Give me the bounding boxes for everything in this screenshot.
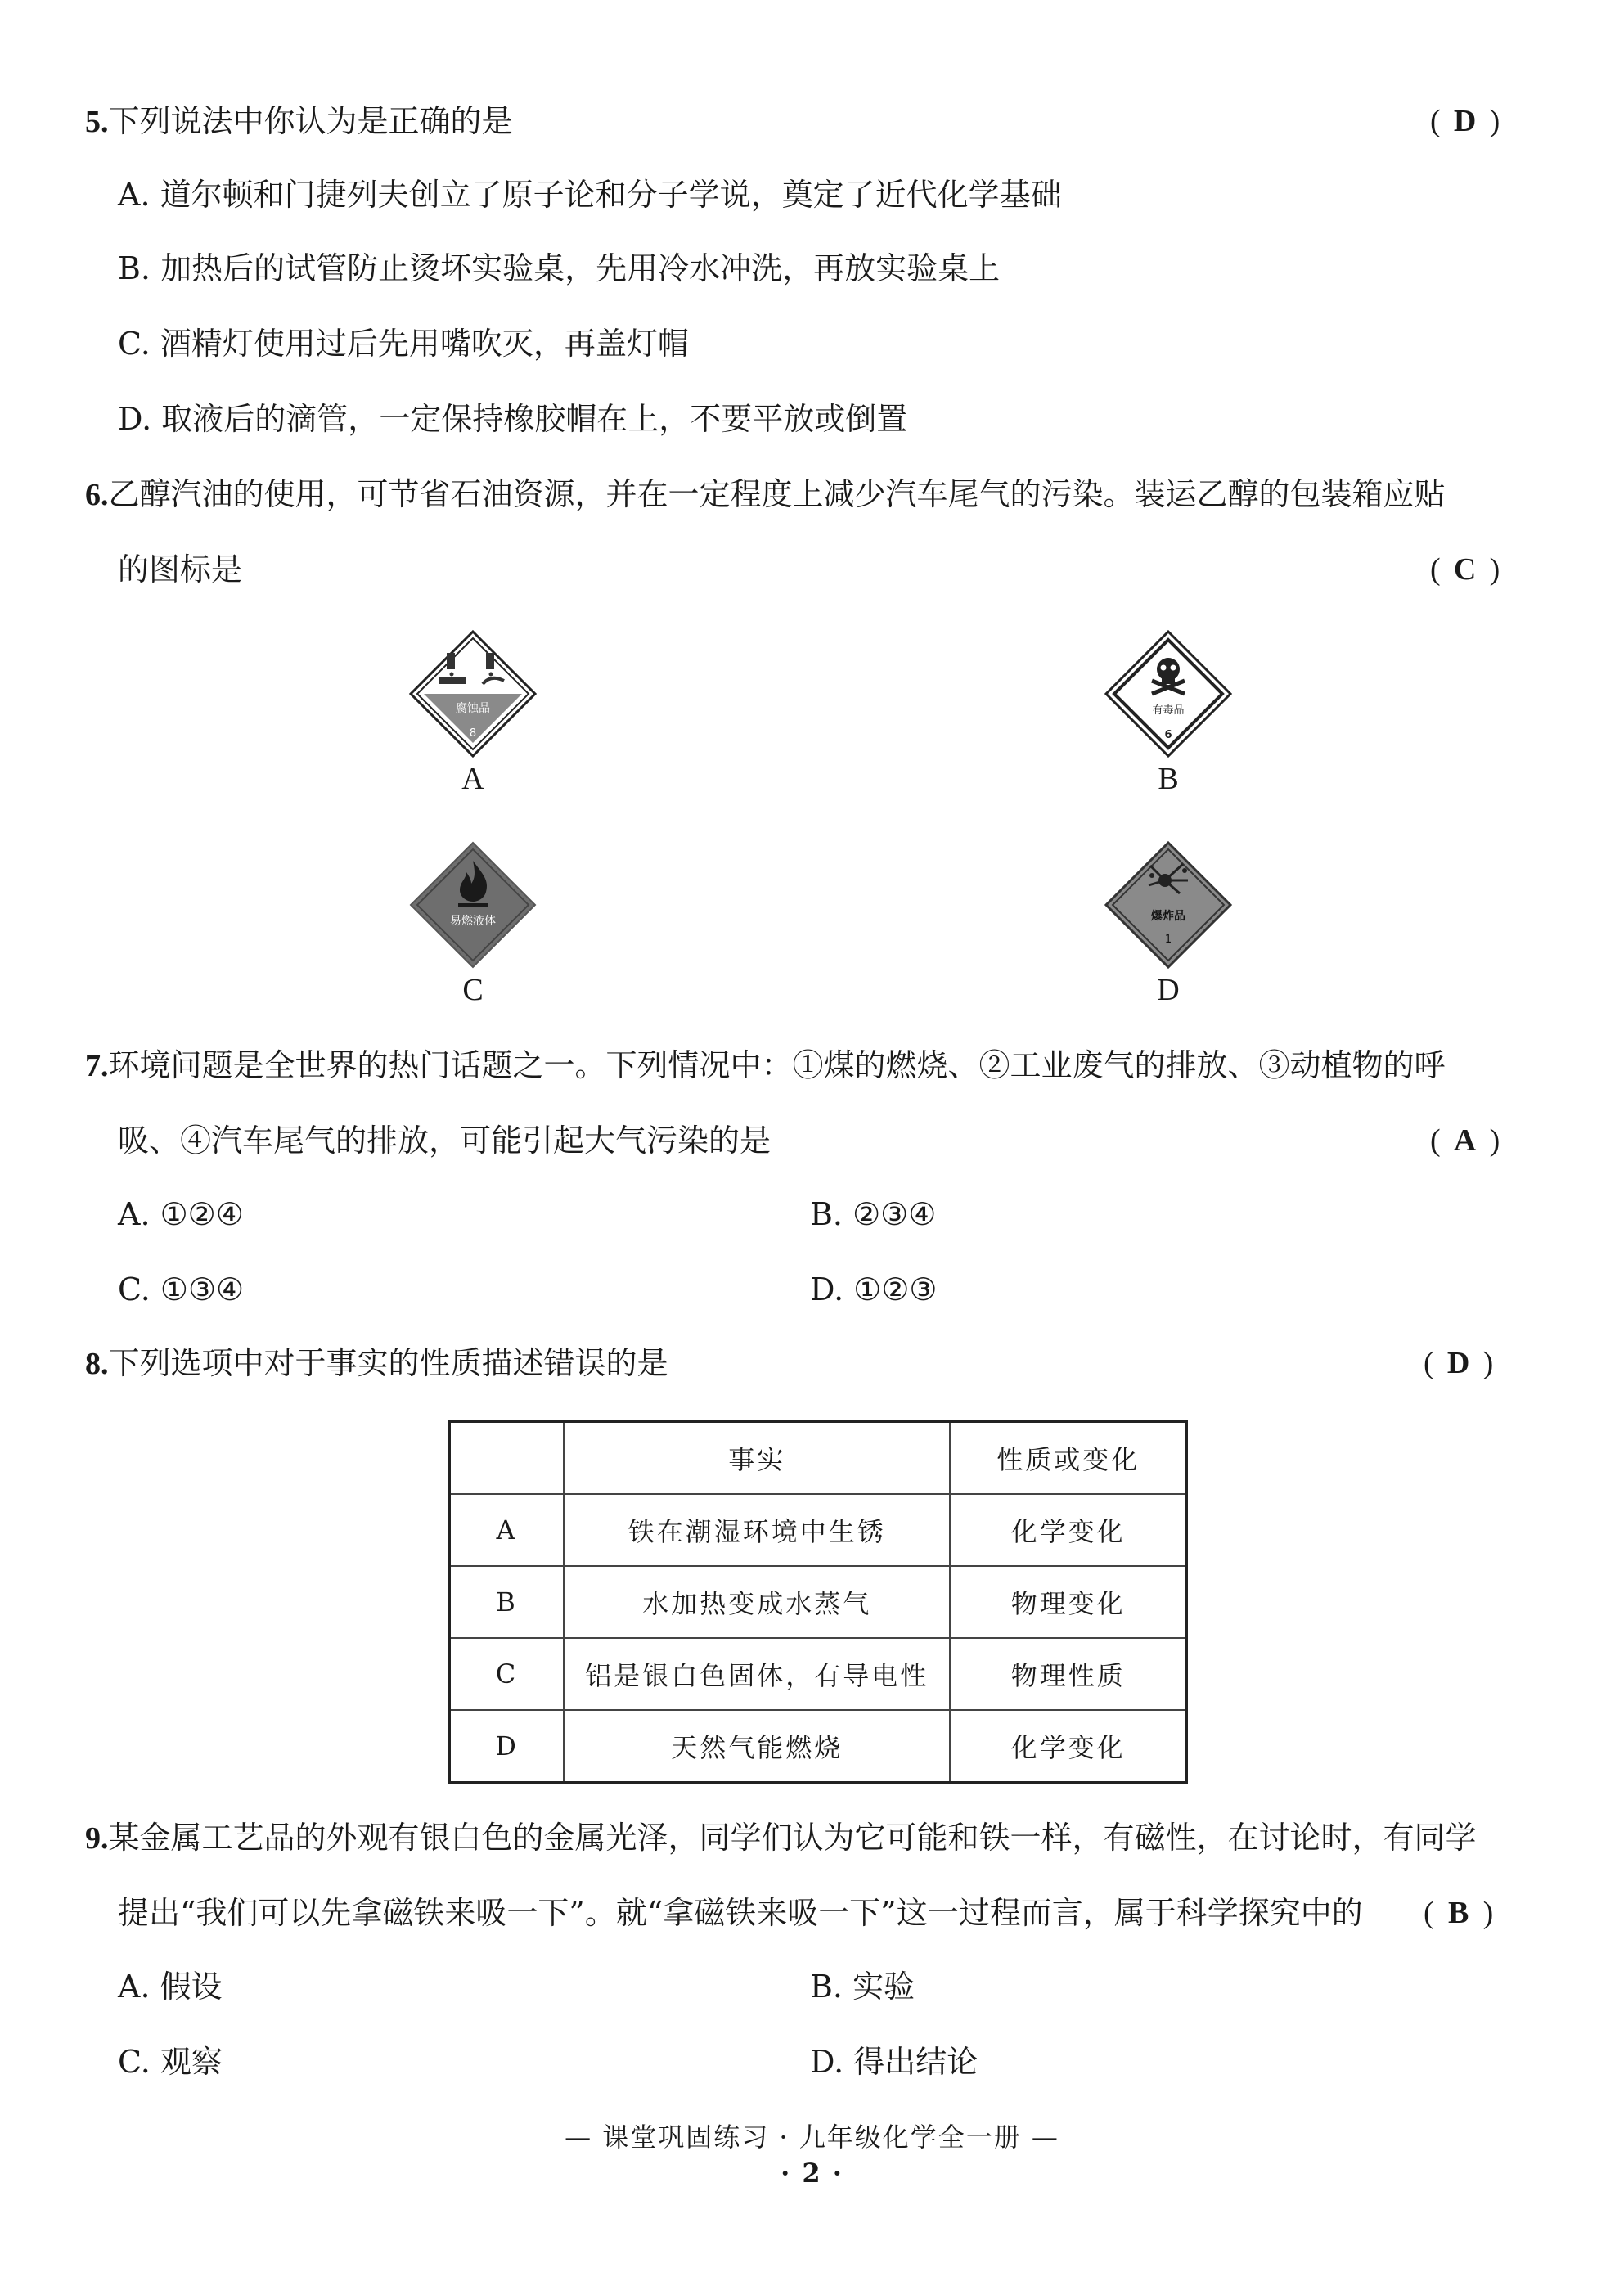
q9-answer: B	[1447, 1896, 1469, 1930]
q9-option-c: C. 观察	[118, 2044, 223, 2080]
table-cell: C	[450, 1638, 565, 1710]
q5-answer: D	[1453, 104, 1477, 138]
table-cell: 化学变化	[950, 1494, 1186, 1566]
facts-table	[448, 1420, 1188, 1784]
q7-option-c: C. ①③④	[118, 1271, 245, 1307]
q7-option-a: A. ①②④	[118, 1196, 244, 1232]
q5-option-b: B. 加热后的试管防止烫坏实验桌，先用冷水冲洗，再放实验桌上	[118, 250, 1001, 286]
footer-title: — 课堂巩固练习 · 九年级化学全一册 —	[565, 2122, 1059, 2153]
q6-number: 6.	[85, 478, 109, 512]
q5-option-a: A. 道尔顿和门捷列夫创立了原子论和分子学说，奠定了近代化学基础	[118, 177, 1062, 213]
q8-stem-text: 下列选项中对于事实的性质描述错误的是	[108, 1345, 668, 1381]
q7-stem-line2: 吸、④汽车尾气的排放，可能引起大气污染的是	[118, 1123, 772, 1159]
q6-stem-line1	[85, 475, 1446, 515]
q9-stem-line2: 提出“我们可以先拿磁铁来吸一下”。就“拿磁铁来吸一下”这一过程而言，属于科学探究中的	[118, 1895, 1363, 1931]
q9-answer-bracket: ( B )	[1424, 1893, 1493, 1933]
sign-d-explosive	[1103, 839, 1234, 970]
table-row	[450, 1566, 1187, 1638]
sign-a-number: 8	[469, 727, 477, 740]
sign-a-corrosive	[407, 628, 538, 759]
q9-option-a: A. 假设	[118, 1969, 223, 2005]
q9-option-d: D. 得出结论	[810, 2044, 978, 2080]
table-row	[450, 1638, 1187, 1710]
q6-stem-text: 乙醇汽油的使用，可节省石油资源，并在一定程度上减少汽车尾气的污染。装运乙醇的包装箱应贴	[108, 476, 1446, 512]
q5-option-c: C. 酒精灯使用过后先用嘴吹灭，再盖灯帽	[118, 326, 689, 362]
q5-stem	[85, 101, 513, 142]
table-header-row	[450, 1422, 1187, 1495]
q7-number: 7.	[85, 1049, 109, 1083]
table-cell: 物理性质	[950, 1638, 1186, 1710]
q9-stem-line1	[85, 1818, 1477, 1858]
q8-answer: D	[1446, 1346, 1470, 1380]
q7-option-b: B. ②③④	[810, 1196, 937, 1232]
sign-c-flammable	[407, 839, 538, 970]
table-header-cell: 性质或变化	[950, 1422, 1186, 1495]
table-header-cell	[450, 1422, 565, 1495]
sign-a-text: 腐蚀品	[456, 702, 490, 715]
q8-stem	[85, 1343, 668, 1384]
sign-c-text: 易燃液体	[450, 915, 496, 928]
page-number: · 2 ·	[781, 2158, 843, 2189]
table-cell: 铁在潮湿环境中生锈	[564, 1494, 950, 1566]
q6-answer-bracket: ( C )	[1430, 550, 1500, 589]
sign-b-toxic	[1103, 628, 1234, 759]
q7-answer-bracket: ( A )	[1430, 1121, 1500, 1160]
table-row	[450, 1710, 1187, 1783]
sign-d-number: 1	[1164, 934, 1172, 946]
q7-option-d: D. ①②③	[810, 1271, 938, 1307]
sign-b-label: B	[1158, 762, 1179, 796]
q8-answer-bracket: ( D )	[1424, 1343, 1493, 1383]
q5-number: 5.	[85, 105, 109, 139]
sign-d-label: D	[1157, 973, 1180, 1007]
q5-answer-bracket: ( D )	[1430, 101, 1500, 141]
q5-stem-text: 下列说法中你认为是正确的是	[108, 103, 513, 139]
q7-answer: A	[1453, 1123, 1477, 1158]
q9-option-b: B. 实验	[810, 1969, 915, 2005]
sign-b-text: 有毒品	[1152, 704, 1185, 717]
q7-stem-text: 环境问题是全世界的热门话题之一。下列情况中：①煤的燃烧、②工业废气的排放、③动植物的呼	[108, 1047, 1446, 1083]
sign-a-label: A	[461, 762, 484, 796]
sign-b-number: 6	[1164, 729, 1172, 741]
table-header-cell: 事实	[564, 1422, 950, 1495]
table-cell: D	[450, 1710, 565, 1783]
q7-stem-line1	[85, 1046, 1446, 1086]
sign-d-text: 爆炸品	[1151, 910, 1185, 923]
sign-c-label: C	[462, 973, 484, 1007]
table-cell: 天然气能燃烧	[564, 1710, 950, 1783]
table-cell: B	[450, 1566, 565, 1638]
table-cell: 物理变化	[950, 1566, 1186, 1638]
q9-stem-text: 某金属工艺品的外观有银白色的金属光泽，同学们认为它可能和铁一样，有磁性，在讨论时，有同学	[108, 1820, 1477, 1856]
table-row	[450, 1494, 1187, 1566]
table-cell: A	[450, 1494, 565, 1566]
table-cell: 铝是银白色固体，有导电性	[564, 1638, 950, 1710]
q6-answer: C	[1453, 552, 1477, 587]
q9-number: 9.	[85, 1821, 109, 1856]
table-cell: 化学变化	[950, 1710, 1186, 1783]
q5-option-d: D. 取液后的滴管，一定保持橡胶帽在上，不要平放或倒置	[118, 401, 908, 437]
q8-number: 8.	[85, 1347, 109, 1381]
table-cell: 水加热变成水蒸气	[564, 1566, 950, 1638]
q6-stem-line2: 的图标是	[118, 551, 243, 587]
